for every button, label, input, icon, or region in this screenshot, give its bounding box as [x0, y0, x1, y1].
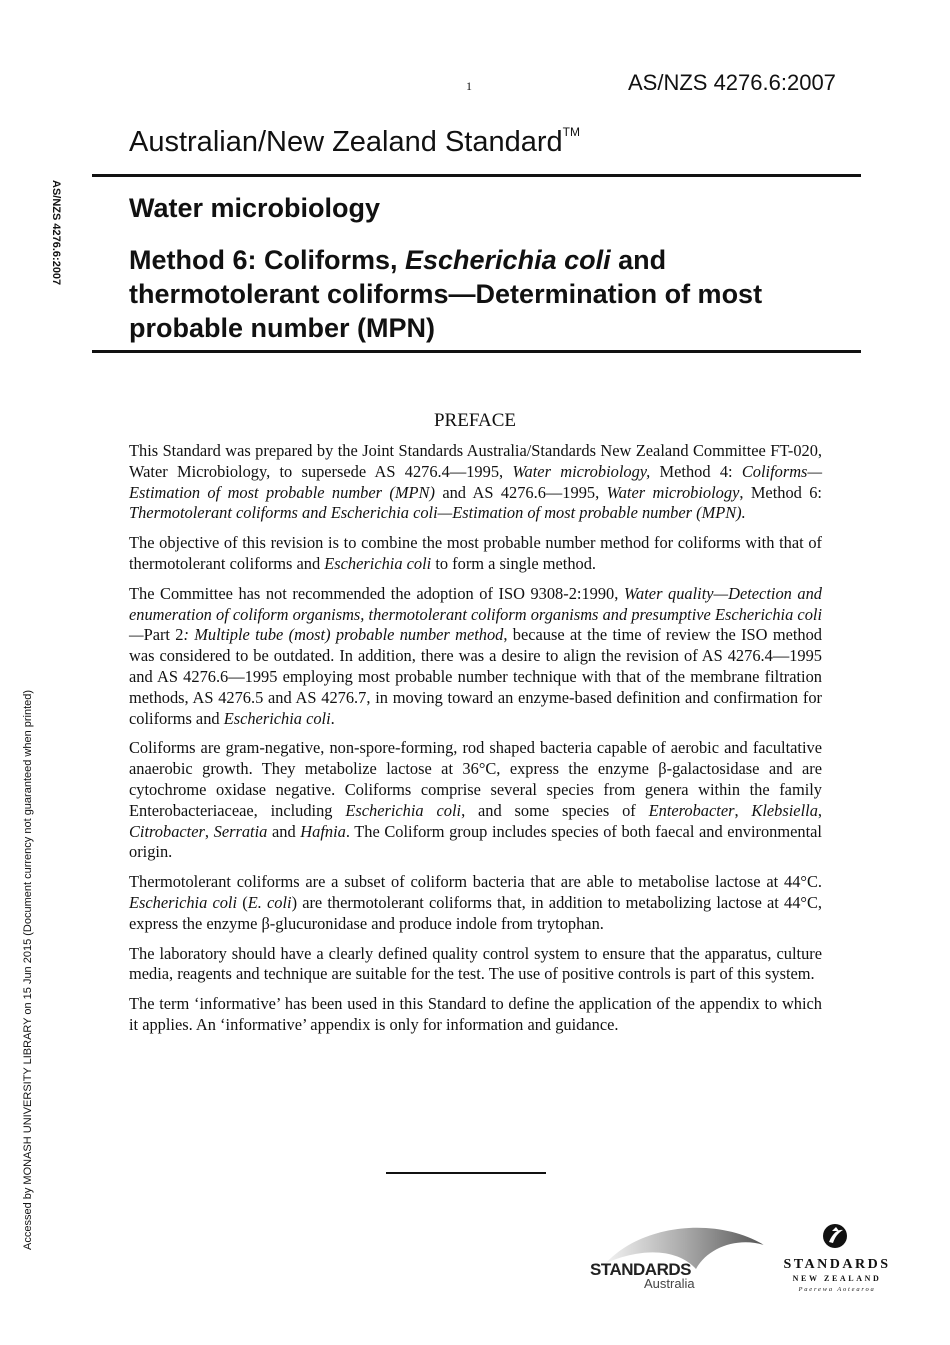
italic-run: Coliforms—Estimation of most probable number (MPN): [129, 461, 823, 502]
bottom-rule: [92, 350, 861, 353]
italic-run: Water quality—Detection and enumeration of coliform organisms, thermotolerant coliform organisms and presumptive Escherichia coli—: [129, 583, 822, 645]
preface-paragraph-5: [129, 872, 822, 934]
italic-run: Escherichia coli: [129, 892, 238, 912]
italic-run: Serratia: [213, 821, 268, 841]
access-note: Accessed by MONASH UNIVERSITY LIBRARY on 15 Jun 2015 (Document currency not guaranteed when printed): [22, 689, 34, 1250]
preface-body: [129, 441, 822, 1045]
standards-new-zealand-logo: [775, 1222, 900, 1297]
standard-title: [129, 126, 580, 159]
italic-run: : Multiple tube (most) probable number method: [183, 625, 504, 645]
subheading-species: Escherichia coli: [405, 245, 611, 275]
text-run: , because at the time of review the ISO method was considered to be outdated. In addition, there was a desire to align the revision of AS 4276.4—1995 and AS 4276.6—1995 employing most probable number technique with that of the membrane filtration methods, AS 4276.5 and AS 4276.7, in moving toward an enzyme-based definition and confirmation for coliforms and: [129, 625, 822, 728]
top-rule: [92, 174, 861, 177]
subheading-part1: Method 6: Coliforms,: [129, 245, 405, 275]
italic-run: Water microbiology,: [512, 461, 651, 481]
document-heading: Water microbiology: [129, 193, 381, 223]
text-run: ) are thermotolerant coliforms that, in addition to metabolizing lactose at 44°C, express the enzyme β-glucuronidase and produce indole from trytophan.: [129, 892, 823, 933]
text-run: Method 4:: [650, 461, 742, 481]
standard-title-text: Australian/New Zealand Standard: [129, 126, 563, 158]
text-run: . The Coliform group includes species of both faecal and environmental origin.: [129, 821, 822, 862]
nz-logo-line3: Paerewa Aotearoa: [798, 1286, 876, 1293]
nz-logo-line1: STANDARDS: [783, 1257, 891, 1272]
text-run: The Committee has not recommended the adoption of ISO 9308-2:1990,: [129, 583, 624, 603]
italic-run: Escherichia coli: [223, 708, 331, 728]
preface-paragraph-3: [129, 584, 822, 730]
standards-australia-logo: [588, 1225, 768, 1293]
text-run: Part 2: [143, 625, 184, 645]
text-run: ,: [204, 821, 214, 841]
preface-paragraph-2: [129, 533, 822, 575]
text-run: The term ‘informative’ has been used in this Standard to define the application of the appendix to which it applies. An ‘informative’ appendix is only for information and guidance.: [129, 994, 822, 1034]
preface-paragraph-4: [129, 738, 822, 863]
text-run: and AS 4276.6—1995,: [434, 482, 607, 502]
italic-run: Escherichia coli: [345, 800, 462, 820]
subheading-part2: and thermotolerant coliforms—Determination of most probable number (MPN): [129, 245, 763, 343]
text-run: The objective of this revision is to combine the most probable number method for coliforms with that of thermotolerant coliforms and: [129, 533, 822, 573]
italic-run: Escherichia coli: [324, 553, 432, 573]
italic-run: Thermotolerant coliforms and Escherichia coli—Estimation of most probable number (MPN).: [129, 503, 746, 523]
text-run: , and some species of: [461, 800, 649, 820]
text-run: .: [330, 708, 335, 728]
italic-run: E. coli: [247, 892, 292, 912]
side-standard-code: AS/NZS 4276.6:2007: [50, 180, 62, 286]
text-run: This Standard was prepared by the Joint Standards Australia/Standards New Zealand Committee FT-020, Water Microbiology, to supersede AS 4276.4—1995,: [129, 441, 822, 481]
text-run: ,: [817, 800, 822, 820]
text-run: to form a single method.: [431, 553, 597, 573]
page-number: 1: [466, 79, 472, 93]
text-run: The laboratory should have a clearly defined quality control system to ensure that the apparatus, culture media, reagents and technique are suitable for the test. The use of positive controls is part of this system.: [129, 943, 822, 984]
italic-run: Klebsiella: [751, 800, 818, 820]
text-run: (: [237, 892, 248, 912]
document-subheading: [129, 243, 849, 345]
text-run: Coliforms are gram-negative, non-spore-forming, rod shaped bacteria capable of aerobic and facultative anaerobic growth. They metabolize lactose at 36°C, express the enzyme β-galactosidase and are cytochrome oxidase negative. Coliforms comprise several species from genera within the family Enterobacteriaceae, including: [129, 738, 822, 820]
text-run: ,: [734, 800, 752, 820]
preface-heading: PREFACE: [433, 410, 516, 431]
preface-paragraph-6: [129, 944, 822, 986]
end-rule: [386, 1172, 546, 1174]
preface-paragraph-7: [129, 994, 822, 1036]
italic-run: Water microbiology: [606, 482, 740, 502]
trademark-mark: TM: [562, 125, 580, 140]
preface-paragraph-1: [129, 441, 822, 524]
sa-logo-line2: Australia: [644, 1276, 695, 1291]
standard-code: AS/NZS 4276.6:2007: [628, 70, 836, 95]
text-run: Thermotolerant coliforms are a subset of coliform bacteria that are able to metabolise lactose at 44°C.: [129, 872, 822, 892]
nz-logo-line2: NEW ZEALAND: [792, 1274, 882, 1283]
italic-run: Hafnia: [300, 821, 346, 841]
italic-run: Citrobacter: [129, 821, 205, 841]
text-run: , Method 6:: [739, 482, 822, 502]
text-run: and: [267, 821, 301, 841]
sa-logo-line1: STANDARDS: [590, 1260, 691, 1279]
italic-run: Enterobacter: [648, 800, 735, 820]
